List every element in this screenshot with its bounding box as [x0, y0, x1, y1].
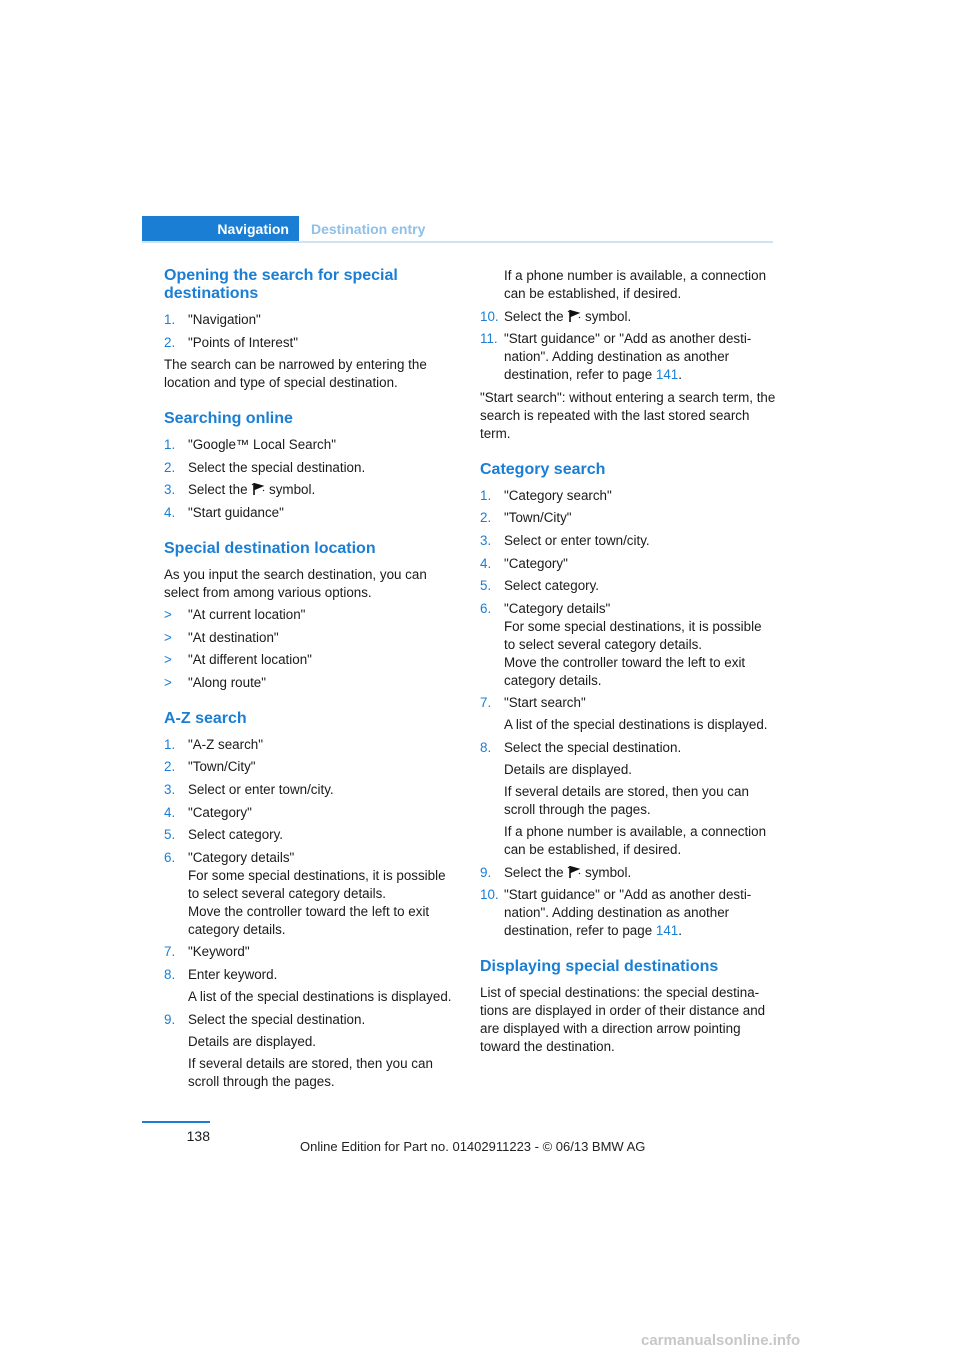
list-item: 2. "Town/City": [164, 759, 256, 775]
list-item: 1. "A-Z search": [164, 736, 263, 752]
bullet-item: > "Along route": [164, 674, 266, 690]
list-item: 2. "Town/City": [480, 510, 572, 526]
section-tab-navigation[interactable]: Navigation: [142, 216, 299, 243]
bullet-item: > "At current location": [164, 606, 306, 622]
list-item: 10. Select the symbol.: [480, 308, 632, 324]
list-item: 1. "Navigation": [164, 312, 261, 327]
right-column: [480, 267, 776, 1060]
edition-note: Online Edition for Part no. 01402911223 - © 06/13 BMW AG: [300, 1139, 646, 1154]
list-item: 4. "Start guidance": [164, 504, 284, 520]
list-item: 2. "Points of Interest": [164, 334, 298, 350]
heading-destination-location: Special destination location: [164, 539, 376, 557]
flag-icon: [567, 309, 581, 323]
heading-az-search: A-Z search: [164, 709, 247, 727]
list-item: 5. Select category.: [164, 827, 284, 843]
paragraph: List of special destinations: the special destina-tions are displayed in order of their distance and are displayed with a direction arrow pointing toward the destination.: [480, 985, 766, 1055]
list-item: 7. "Start search" A list of the special destinations is displayed.: [480, 695, 768, 733]
list-item: 10. "Start guidance" or "Add as another desti-nation". Adding destination as another destination, refer to page 141.: [480, 887, 752, 939]
flag-icon: [567, 865, 581, 879]
paragraph: The search can be narrowed by entering the location and type of special destination.: [164, 357, 427, 391]
list-item: 4. "Category": [164, 804, 252, 820]
list-item: 1. "Google™ Local Search": [164, 437, 336, 453]
list-item: 7. "Keyword": [164, 944, 250, 960]
list-item: 6. "Category details" For some special destinations, it is possible to select several category details. Move the controller toward the left to exit category details.: [164, 849, 446, 937]
bullet-item: > "At destination": [164, 629, 279, 645]
page-number: 138: [186, 1128, 210, 1144]
list-item: 11. "Start guidance" or "Add as another desti-nation". Adding destination as another destination, refer to page 141.: [480, 331, 752, 383]
page-reference-link[interactable]: 141: [655, 367, 679, 383]
left-column: [164, 267, 460, 1095]
list-item: 9. Select the symbol.: [480, 864, 632, 880]
section-tab-destination-entry[interactable]: Destination entry: [311, 221, 426, 237]
paragraph: "Start search": without entering a search term, the search is repeated with the last stored search term.: [480, 389, 776, 441]
paragraph: As you input the search destination, you can select from among various options.: [164, 566, 427, 600]
heading-opening-search: Opening the search for special destinations: [164, 267, 398, 302]
flag-icon: [251, 482, 265, 496]
list-item: 2. Select the special destination.: [164, 459, 366, 475]
list-item: 1. "Category search": [480, 487, 612, 503]
header-rule: [142, 241, 773, 243]
list-item: 3. Select or enter town/city.: [480, 532, 650, 548]
page-reference-link[interactable]: 141: [655, 923, 679, 939]
list-item: 8. Enter keyword. A list of the special destinations is displayed.: [164, 966, 452, 1004]
watermark: carmanualsonline.info: [641, 1332, 801, 1349]
page-header: [142, 216, 773, 243]
bullet-item: > "At different location": [164, 652, 312, 668]
heading-displaying-destinations: Displaying special destinations: [480, 958, 719, 976]
list-item-continued: If a phone number is available, a connection can be established, if desired.: [504, 268, 767, 301]
list-item: 5. Select category.: [480, 578, 600, 594]
list-item: 4. "Category": [480, 555, 568, 571]
list-item: 6. "Category details" For some special destinations, it is possible to select several category details. Move the controller toward the left to exit category details.: [480, 600, 762, 688]
list-item: 8. Select the special destination. Details are displayed. If several details are stored, then you can scroll through the pages. If a phone number is available, a connection can be established, if desired.: [480, 739, 767, 857]
heading-searching-online: Searching online: [164, 410, 293, 428]
list-item: 3. Select the symbol.: [164, 482, 316, 498]
list-item: 9. Select the special destination. Details are displayed. If several details are stored, then you can scroll through the pages.: [164, 1011, 433, 1089]
list-item: 3. Select or enter town/city.: [164, 781, 334, 797]
footer-rule: [142, 1121, 210, 1123]
heading-category-search: Category search: [480, 460, 606, 478]
